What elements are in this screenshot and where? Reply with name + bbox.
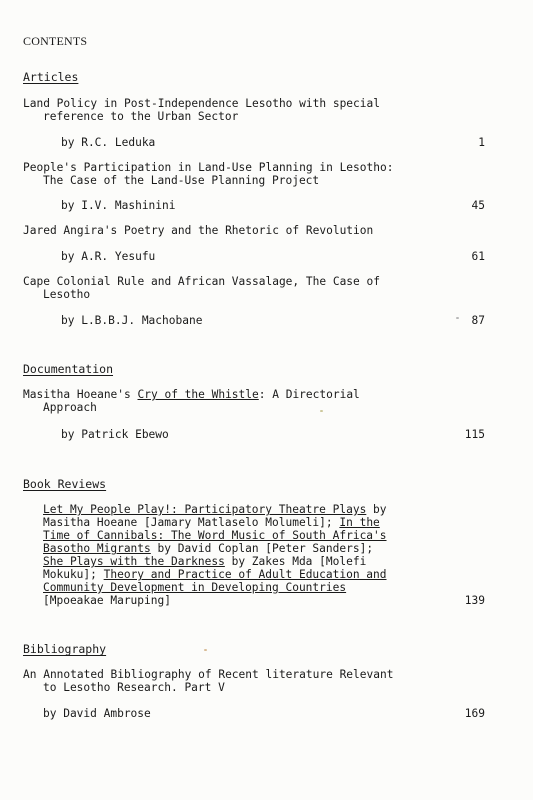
- book-reviews-line6-underlined: Theory and Practice of Adult Education and: [103, 568, 387, 581]
- article-1-page: 1: [478, 136, 485, 149]
- book-reviews-line5-plain: by Zakes Mda [Molefi: [224, 555, 367, 568]
- section-heading-bibliography: Bibliography: [23, 642, 107, 656]
- article-4-title-line1: Cape Colonial Rule and African Vassalage, The Case of: [23, 275, 380, 288]
- book-reviews-line1-plain: by: [366, 503, 387, 516]
- article-1-title-line1: Land Policy in Post-Independence Lesotho with special: [23, 97, 380, 110]
- section-heading-documentation: Documentation: [23, 362, 114, 376]
- book-reviews-line7: Community Development in Developing Countries: [43, 581, 347, 594]
- bibliography-title-line1: An Annotated Bibliography of Recent literature Relevant: [23, 668, 394, 681]
- article-3-author: by A.R. Yesufu: [61, 250, 156, 263]
- article-2-title-line2: The Case of the Land-Use Planning Project: [43, 174, 320, 187]
- bibliography-page: 169: [464, 707, 485, 720]
- bibliography-title-line2: to Lesotho Research. Part V: [43, 681, 225, 694]
- article-4-author: by L.B.B.J. Machobane: [61, 314, 203, 327]
- article-4-page: 87: [471, 314, 485, 327]
- article-3-page: 61: [471, 250, 485, 263]
- documentation-page: 115: [464, 428, 485, 441]
- documentation-title-underlined: Cry of the Whistle: [137, 388, 259, 401]
- book-reviews-line2-plain: Masitha Hoeane [Jamary Matlaselo Molumeli];: [43, 516, 340, 529]
- book-reviews-line4-plain: by David Coplan [Peter Sanders];: [150, 542, 374, 555]
- scan-speck: [456, 317, 459, 319]
- documentation-title-line2: Approach: [43, 401, 97, 414]
- documentation-title-prefix: Masitha Hoeane's: [23, 388, 138, 401]
- book-reviews-line1: [43, 503, 387, 516]
- book-reviews-line8: [Mpoeakae Maruping]: [43, 594, 171, 607]
- book-reviews-line4-underlined: Basotho Migrants: [43, 542, 151, 555]
- documentation-title-line1: [23, 388, 360, 401]
- article-3-title-line1: Jared Angira's Poetry and the Rhetoric of Revolution: [23, 224, 374, 237]
- article-1-title-line2: reference to the Urban Sector: [43, 110, 239, 123]
- book-reviews-line4: [43, 542, 373, 555]
- book-reviews-line6: [43, 568, 387, 581]
- article-4-title-line2: Lesotho: [43, 288, 91, 301]
- article-2-title-line1: People's Participation in Land-Use Planning in Lesotho:: [23, 161, 394, 174]
- article-1-author: by R.C. Leduka: [61, 136, 156, 149]
- page-title: CONTENTS: [23, 34, 88, 48]
- documentation-title-suffix: : A Directorial: [258, 388, 360, 401]
- documentation-author: by Patrick Ebewo: [61, 428, 169, 441]
- scan-speck: [204, 649, 207, 651]
- article-2-author: by I.V. Mashinini: [61, 199, 176, 212]
- book-reviews-line3: Time of Cannibals: The Word Music of South Africa's: [43, 529, 387, 542]
- book-reviews-line1-underlined: Let My People Play!: Participatory Theatre Plays: [43, 503, 367, 516]
- book-reviews-line2-underlined: In the: [339, 516, 380, 529]
- section-heading-articles: Articles: [23, 70, 79, 84]
- book-reviews-line6-plain: Mokuku];: [43, 568, 104, 581]
- section-heading-book-reviews: Book Reviews: [23, 477, 107, 491]
- scan-speck: [320, 410, 323, 412]
- article-2-page: 45: [471, 199, 485, 212]
- book-reviews-page: 139: [464, 594, 485, 607]
- bibliography-author: by David Ambrose: [43, 707, 151, 720]
- book-reviews-line2: [43, 516, 380, 529]
- book-reviews-line5-underlined: She Plays with the Darkness: [43, 555, 225, 568]
- book-reviews-line5: [43, 555, 366, 568]
